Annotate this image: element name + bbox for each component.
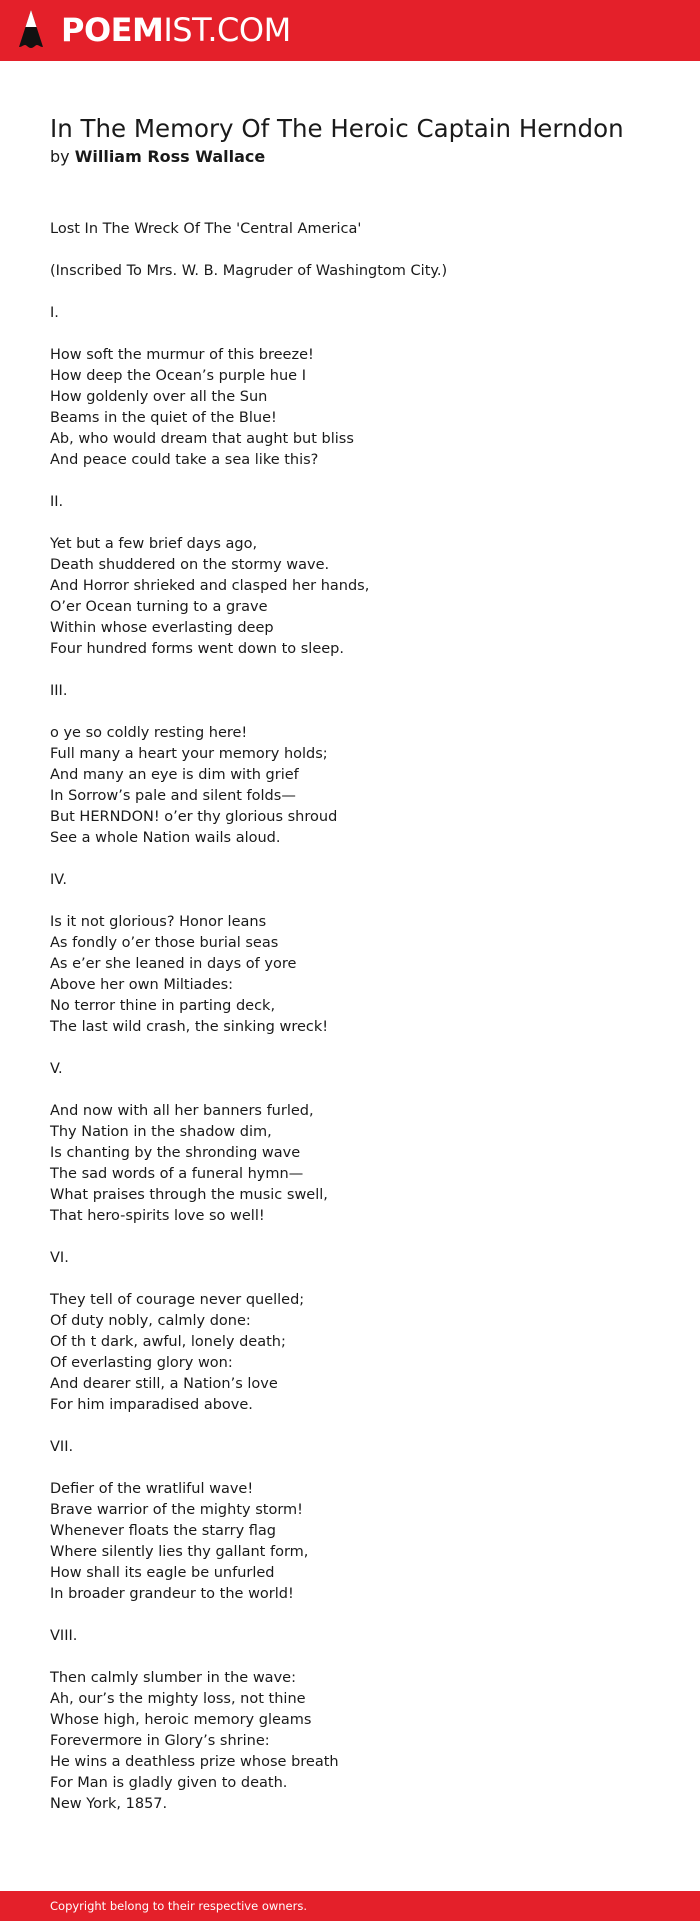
poem-line: And dearer still, a Nation’s love xyxy=(50,1376,278,1392)
poem-line: In Sorrow’s pale and silent folds— xyxy=(50,788,296,804)
poem-line: VII. xyxy=(50,1439,74,1455)
poem-line: The last wild crash, the sinking wreck! xyxy=(50,1019,329,1035)
poem-line: In broader grandeur to the world! xyxy=(50,1586,294,1602)
poem-author: William Ross Wallace xyxy=(74,147,266,166)
poem-line: VI. xyxy=(50,1250,69,1266)
poem-line: Forevermore in Glory’s shrine: xyxy=(50,1733,270,1749)
poem-line: Four hundred forms went down to sleep. xyxy=(50,641,344,657)
pen-nib-logo-icon xyxy=(18,9,44,51)
poem-line: Above her own Miltiades: xyxy=(50,977,234,993)
site-footer xyxy=(0,1891,700,1921)
poem-line: Whenever floats the starry flag xyxy=(50,1523,276,1539)
poem-line: How deep the Ocean’s purple hue I xyxy=(50,368,306,384)
poem-line: Full many a heart your memory holds; xyxy=(50,746,328,762)
poem-line: Is chanting by the shronding wave xyxy=(50,1145,301,1161)
poem-line: The sad words of a funeral hymn— xyxy=(50,1166,304,1182)
poem-line: Is it not glorious? Honor leans xyxy=(50,914,267,930)
poem-line: Of everlasting glory won: xyxy=(50,1355,233,1371)
poem-line: Within whose everlasting deep xyxy=(50,620,274,636)
poem-line: IV. xyxy=(50,872,67,888)
poem-line: o ye so coldly resting here! xyxy=(50,725,248,741)
poem-line: What praises through the music swell, xyxy=(50,1187,328,1203)
poem-line: And now with all her banners furled, xyxy=(50,1103,314,1119)
poem-line: Beams in the quiet of the Blue! xyxy=(50,410,277,426)
brand-name xyxy=(61,9,291,51)
byline-prefix: by xyxy=(50,147,70,166)
poem-line: Of th t dark, awful, lonely death; xyxy=(50,1334,286,1350)
poem-line: New York, 1857. xyxy=(50,1796,168,1812)
poem-line: And Horror shrieked and clasped her hands, xyxy=(50,578,370,594)
poem-line: Then calmly slumber in the wave: xyxy=(50,1670,296,1686)
copyright-notice: Copyright belong to their respective owners. xyxy=(50,1899,308,1913)
poem-line: He wins a deathless prize whose breath xyxy=(50,1754,339,1770)
poem-body xyxy=(50,219,650,1815)
poem-line: And peace could take a sea like this? xyxy=(50,452,319,468)
poem-line: How shall its eagle be unfurled xyxy=(50,1565,275,1581)
stanza-break xyxy=(50,1416,650,1437)
stanza-break xyxy=(50,1038,650,1059)
stanza-break xyxy=(50,660,650,681)
poem-line: Ab, who would dream that aught but bliss xyxy=(50,431,354,447)
brand-name-light: IST.COM xyxy=(163,11,291,49)
poem-line: No terror thine in parting deck, xyxy=(50,998,276,1014)
poem-line: But HERNDON! o’er thy glorious shroud xyxy=(50,809,338,825)
site-logo-link[interactable] xyxy=(18,9,291,51)
stanza-break xyxy=(50,1227,650,1248)
poem-line: (Inscribed To Mrs. W. B. Magruder of Washingtom City.) xyxy=(50,263,448,279)
stanza-break xyxy=(50,1080,650,1101)
poem-line: Where silently lies thy gallant form, xyxy=(50,1544,309,1560)
poem-line: For him imparadised above. xyxy=(50,1397,253,1413)
stanza-break xyxy=(50,702,650,723)
poem-line: As fondly o’er those burial seas xyxy=(50,935,279,951)
poem-line: Defier of the wratliful wave! xyxy=(50,1481,254,1497)
poem-line: I. xyxy=(50,305,59,321)
poem-line: Thy Nation in the shadow dim, xyxy=(50,1124,272,1140)
poem-line: VIII. xyxy=(50,1628,78,1644)
stanza-break xyxy=(50,282,650,303)
stanza-break xyxy=(50,1458,650,1479)
poem-byline xyxy=(50,146,650,168)
poem-line: III. xyxy=(50,683,68,699)
stanza-break xyxy=(50,849,650,870)
poem-line: O’er Ocean turning to a grave xyxy=(50,599,268,615)
poem-line: Ah, our’s the mighty loss, not thine xyxy=(50,1691,306,1707)
poem-line: As e’er she leaned in days of yore xyxy=(50,956,297,972)
poem-line: V. xyxy=(50,1061,63,1077)
poem-line: II. xyxy=(50,494,64,510)
stanza-break xyxy=(50,1647,650,1668)
poem-line: How soft the murmur of this breeze! xyxy=(50,347,314,363)
brand-name-bold: POEM xyxy=(61,11,164,49)
poem-line: They tell of courage never quelled; xyxy=(50,1292,305,1308)
stanza-break xyxy=(50,891,650,912)
poem-line: Whose high, heroic memory gleams xyxy=(50,1712,312,1728)
poem-line: For Man is gladly given to death. xyxy=(50,1775,288,1791)
poem-line: Of duty nobly, calmly done: xyxy=(50,1313,251,1329)
poem-line: Lost In The Wreck Of The 'Central America' xyxy=(50,221,362,237)
poem-line: See a whole Nation wails aloud. xyxy=(50,830,281,846)
stanza-break xyxy=(50,324,650,345)
stanza-break xyxy=(50,1605,650,1626)
stanza-break xyxy=(50,513,650,534)
stanza-break xyxy=(50,1269,650,1290)
poem-title: In The Memory Of The Heroic Captain Herndon xyxy=(50,114,624,143)
poem-line: Death shuddered on the stormy wave. xyxy=(50,557,330,573)
poem-line: Brave warrior of the mighty storm! xyxy=(50,1502,303,1518)
poem-line: And many an eye is dim with grief xyxy=(50,767,299,783)
poem-line: Yet but a few brief days ago, xyxy=(50,536,258,552)
poem-line: That hero-spirits love so well! xyxy=(50,1208,265,1224)
stanza-break xyxy=(50,471,650,492)
site-header xyxy=(0,0,700,61)
stanza-break xyxy=(50,240,650,261)
poem-line: How goldenly over all the Sun xyxy=(50,389,268,405)
poem-article xyxy=(50,112,650,1815)
